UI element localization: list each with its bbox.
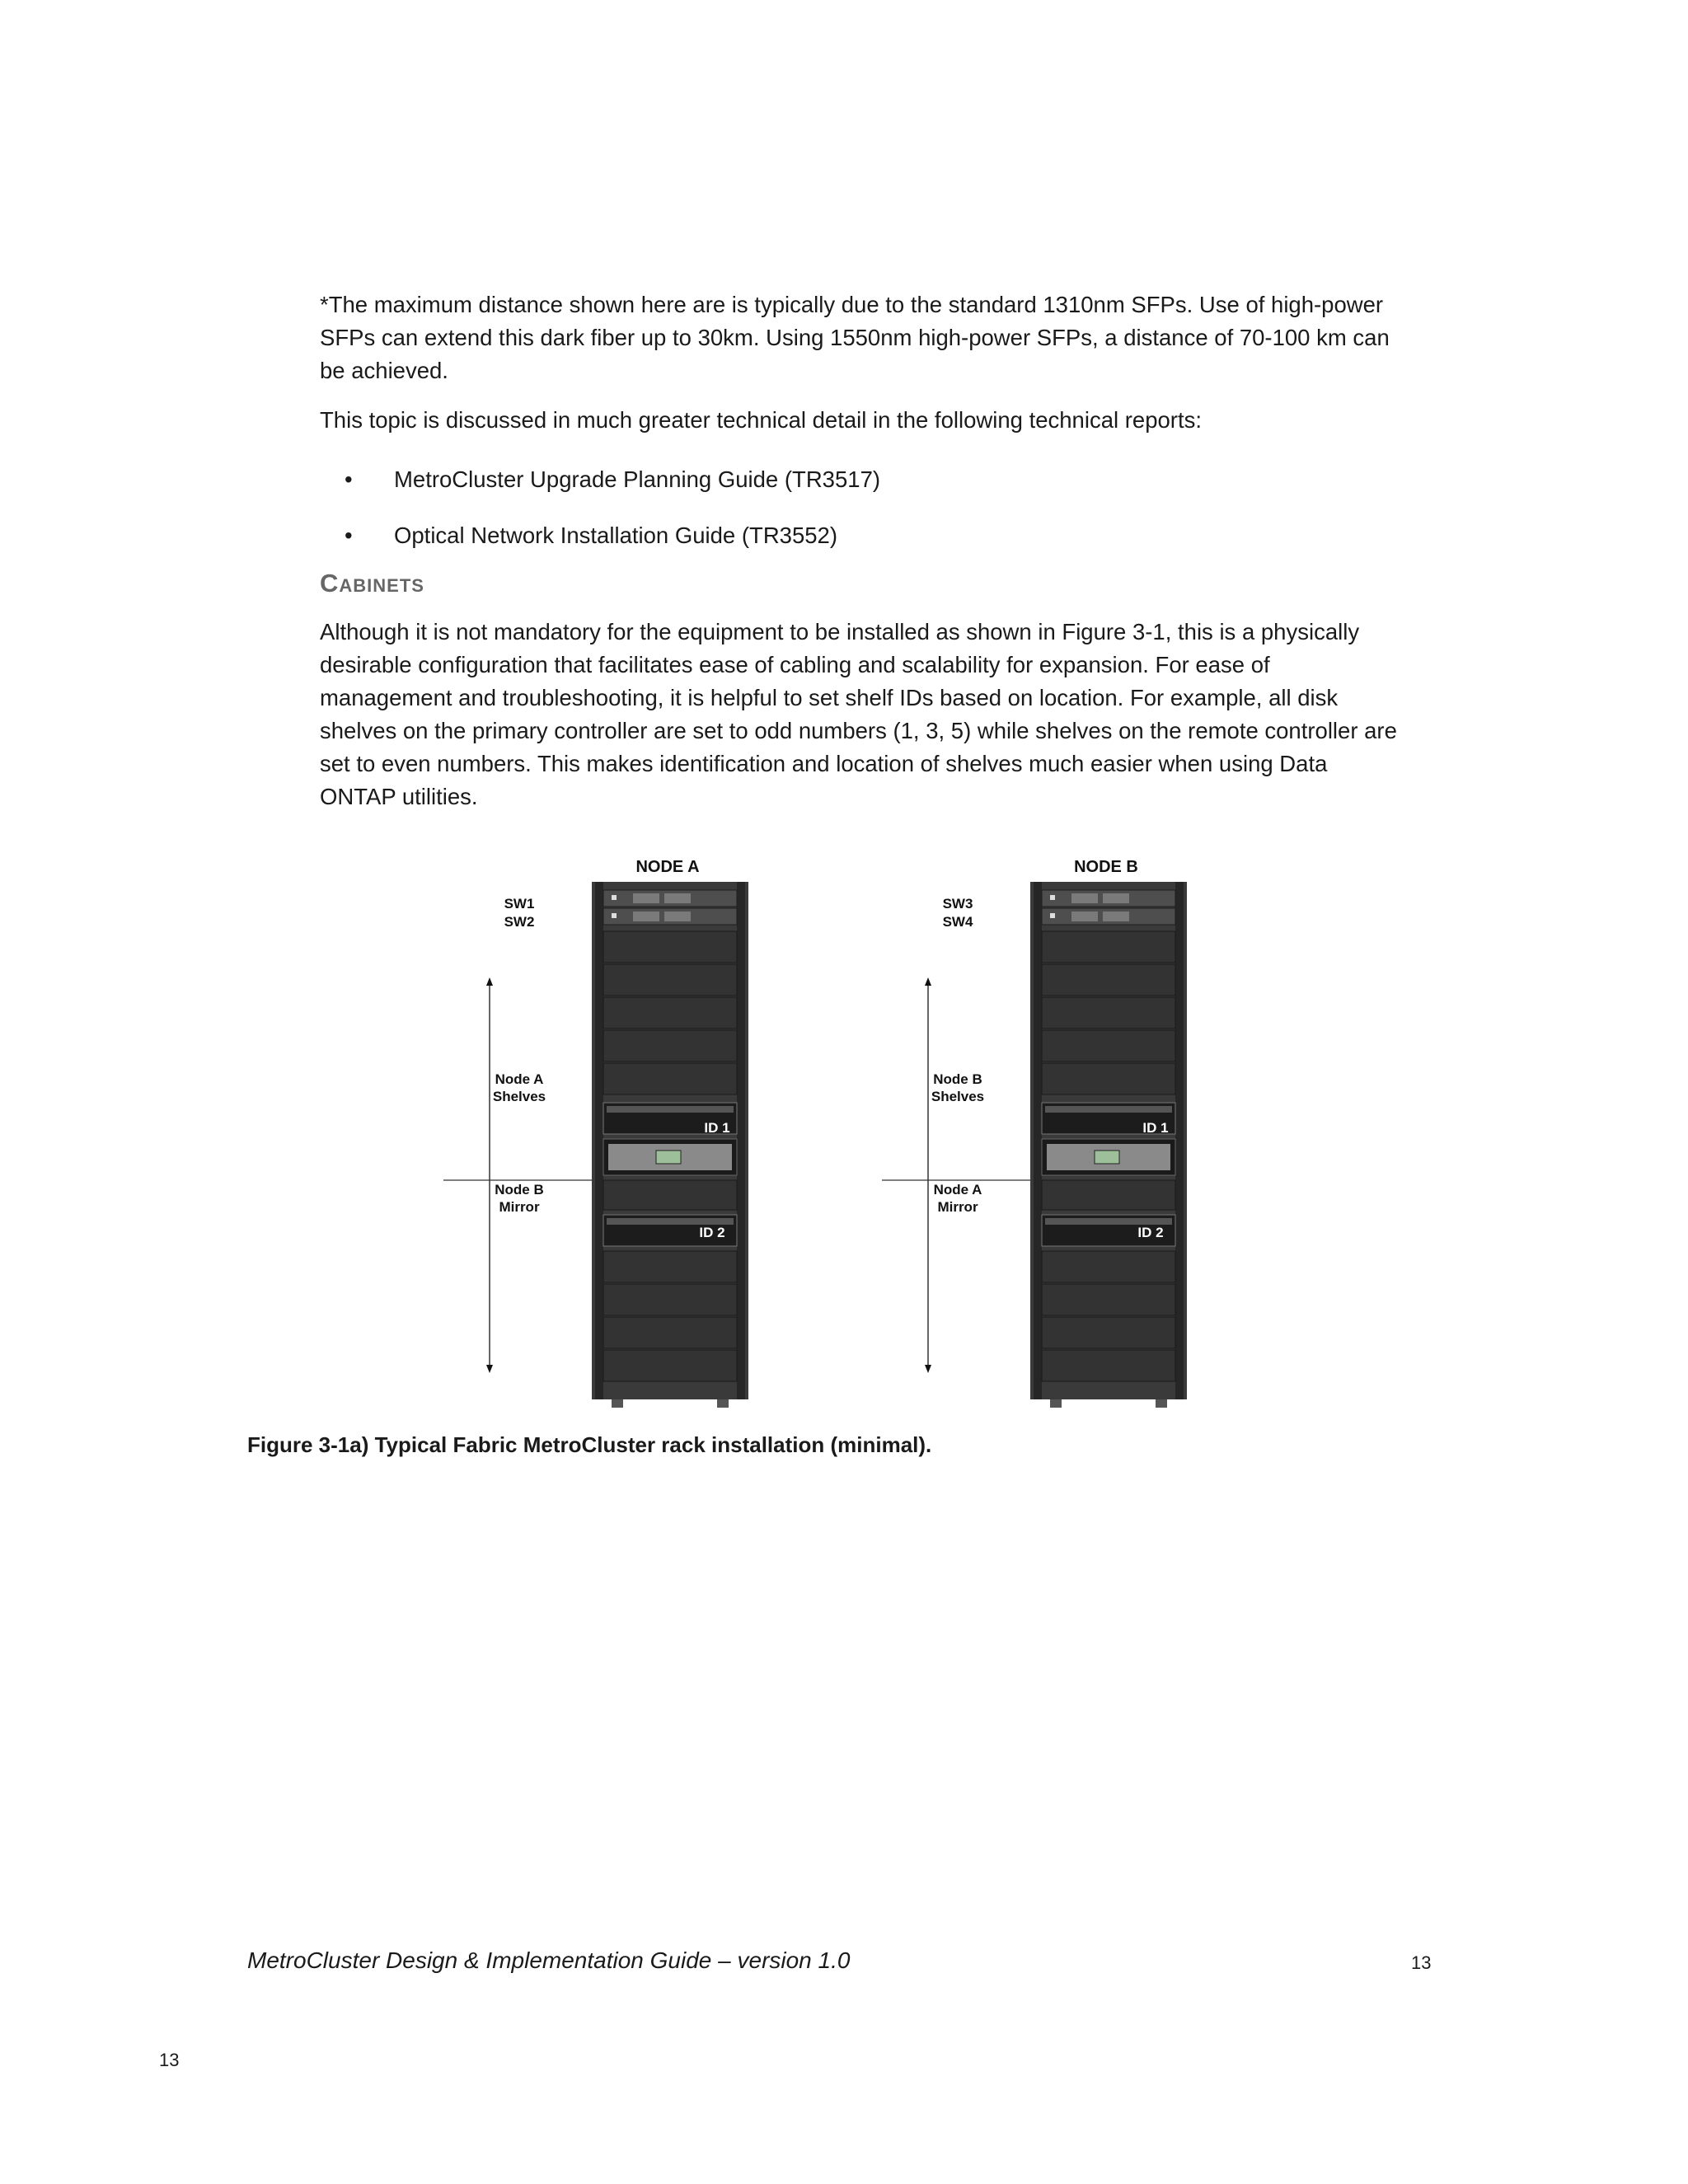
bullet-icon: •	[345, 466, 353, 492]
paragraph-distance-note: *The maximum distance shown here are is typically due to the standard 1310nm SFPs. Use of high-power SFPs can extend this dark fiber up to 30km. Using 1550nm high-power SFPs, a distance of 70-100 km can be achieved.	[320, 292, 1390, 383]
list-item-text: Optical Network Installation Guide (TR3552)	[394, 523, 838, 548]
node-b-lower-label-1: Node A	[933, 1182, 982, 1197]
list-item-text: MetroCluster Upgrade Planning Guide (TR3517)	[394, 466, 881, 492]
paragraph-technical-reports-intro: This topic is discussed in much greater technical detail in the following technical reports:	[320, 407, 1202, 433]
node-a-upper-label-2: Shelves	[492, 1089, 546, 1104]
node-b-shelf-id-1: ID 1	[1142, 1120, 1169, 1136]
node-b-lower-label-2: Mirror	[937, 1199, 978, 1215]
page-number: 13	[159, 2050, 180, 2070]
footer-page-number: 13	[1411, 1952, 1432, 1973]
node-a-shelf-id-1: ID 1	[704, 1120, 730, 1136]
bullet-icon: •	[345, 523, 353, 548]
node-b-shelf-id-2: ID 2	[1137, 1225, 1164, 1240]
node-a-switch-1: SW1	[504, 896, 535, 912]
rack-installation-figure	[412, 857, 1236, 1426]
node-b-upper-label-1: Node B	[933, 1071, 982, 1087]
node-a-upper-label-1: Node A	[495, 1071, 544, 1087]
section-heading-cabinets: Cabinets	[320, 569, 424, 598]
figure-caption: Figure 3-1a) Typical Fabric MetroCluster rack installation (minimal).	[247, 1432, 932, 1457]
node-a-rack	[443, 882, 748, 1408]
node-b-upper-label-2: Shelves	[931, 1089, 985, 1104]
node-a-lower-label-2: Mirror	[499, 1199, 540, 1215]
node-b-title: NODE B	[1074, 858, 1138, 876]
node-a-lower-label-1: Node B	[495, 1182, 544, 1197]
node-b-switch-1: SW3	[942, 896, 973, 912]
paragraph-cabinets: Although it is not mandatory for the equipment to be installed as shown in Figure 3-1, this is a physically desirable configuration that facilitates ease of cabling and scalability for expansion. For ease of management and troubleshooting, it is helpful to set shelf IDs based on location. For example, all disk shelves on the primary controller are set to odd numbers (1, 3, 5) while shelves on the remote controller are set to even numbers. This makes identification and location of shelves much easier when using Data ONTAP utilities.	[320, 619, 1397, 809]
node-a-title: NODE A	[635, 858, 700, 876]
node-a-switch-2: SW2	[504, 914, 535, 930]
rack-diagram-svg	[412, 857, 1236, 1426]
node-b-switch-2: SW4	[942, 914, 973, 930]
footer-document-title: MetroCluster Design & Implementation Guide – version 1.0	[247, 1947, 851, 1973]
node-b-rack	[882, 882, 1187, 1408]
node-a-shelf-id-2: ID 2	[699, 1225, 725, 1240]
